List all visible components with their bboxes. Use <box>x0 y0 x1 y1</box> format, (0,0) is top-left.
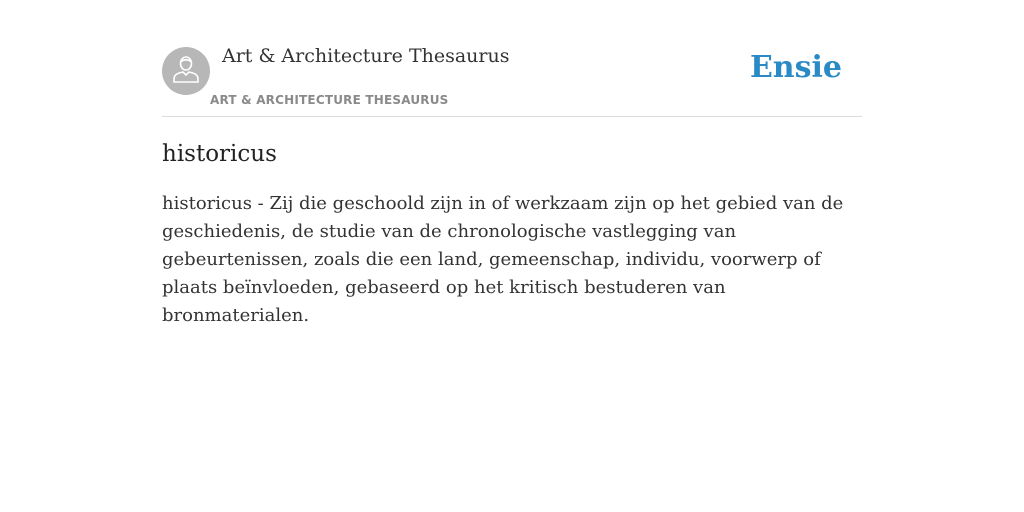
user-icon <box>172 54 200 89</box>
definition-text: historicus - Zij die geschoold zijn in of werkzaam zijn op het gebied van de geschiedenis, de studie van de chronologische vastlegging van gebeurtenissen, zoals die een land, gemeenschap, individu, voorwerp of plaats beïnvloeden, gebaseerd op het kritisch bestuderen van bronmaterialen. <box>162 193 844 326</box>
avatar[interactable] <box>162 47 210 95</box>
header <box>162 0 862 117</box>
source-label: ART & ARCHITECTURE THESAURUS <box>210 93 449 107</box>
author-name[interactable]: Art & Architecture Thesaurus <box>222 45 510 67</box>
entry-content <box>162 138 862 330</box>
page-title: historicus <box>162 141 277 167</box>
brand-logo-link[interactable]: Ensie <box>749 50 842 85</box>
